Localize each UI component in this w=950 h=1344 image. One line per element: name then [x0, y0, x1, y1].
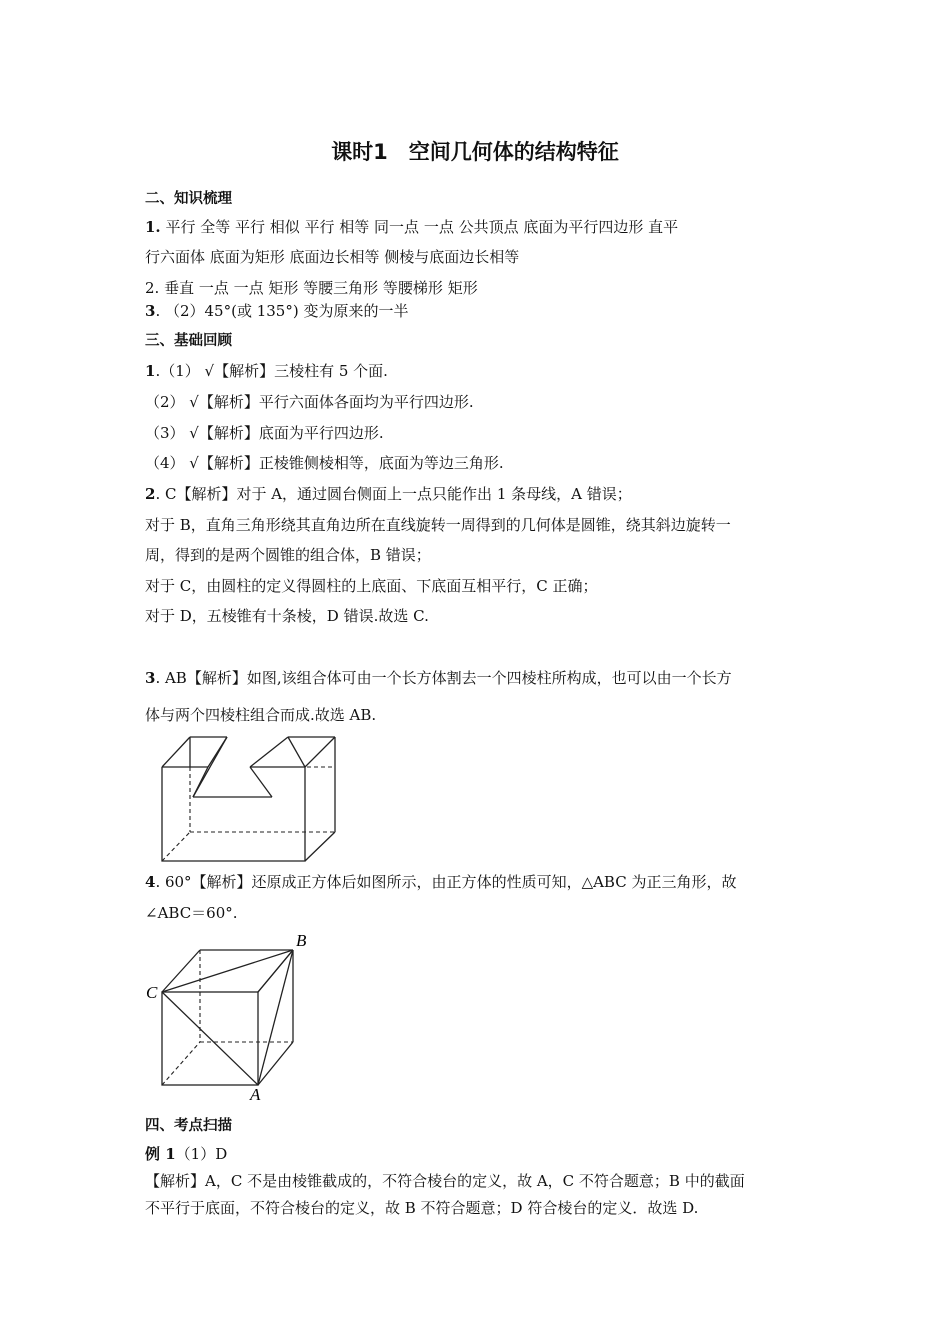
- vertex-label-a: A: [250, 1085, 261, 1104]
- knowledge-line-1-text: 平行 全等 平行 相似 平行 相等 同一点 一点 公共顶点 底面为平行四边形 直平: [160, 218, 679, 236]
- review-q4: [145, 873, 810, 891]
- knowledge-line-2: 2. 垂直 一点 一点 矩形 等腰三角形 等腰梯形 矩形: [145, 279, 478, 297]
- item-number: 3: [145, 669, 156, 687]
- example-label: 例 1: [145, 1145, 176, 1163]
- review-q1-text: .（1） √【解析】三棱柱有 5 个面.: [155, 362, 388, 380]
- review-q2: [145, 485, 810, 503]
- example-1-answer: [145, 1145, 810, 1163]
- review-q3-b: 体与两个四棱柱组合而成.故选 AB.: [145, 706, 377, 724]
- review-q4-text: . 60°【解析】还原成正方体后如图所示，由正方体的性质可知，△ABC 为正三角形，故: [155, 873, 737, 891]
- review-q4-b: ∠ABC＝60°.: [145, 904, 238, 922]
- section-heading-review: 三、基础回顾: [145, 333, 232, 349]
- page-title: 课时1 空间几何体的结构特征: [331, 140, 619, 164]
- knowledge-line-3-text: . （2）45°(或 135°) 变为原来的一半: [155, 302, 409, 320]
- review-q1: [145, 362, 810, 380]
- item-number: 4: [145, 873, 156, 891]
- section-heading-scan: 四、考点扫描: [145, 1118, 232, 1134]
- section-heading-knowledge: 二、知识梳理: [145, 191, 232, 207]
- example-1-analysis-b: 不平行于底面，不符合棱台的定义，故 B 不符合题意；D 符合棱台的定义．故选 D.: [145, 1199, 699, 1217]
- review-q1-3: （3） √【解析】底面为平行四边形.: [145, 424, 384, 442]
- review-q1-4: （4） √【解析】正棱锥侧棱相等，底面为等边三角形.: [145, 454, 504, 472]
- item-number: 1: [145, 362, 156, 380]
- review-q3-text: . AB【解析】如图,该组合体可由一个长方体割去一个四棱柱所构成，也可以由一个长方: [155, 669, 732, 687]
- figure-cube-triangle: [140, 930, 320, 1105]
- review-q1-2: （2） √【解析】平行六面体各面均为平行四边形.: [145, 393, 474, 411]
- example-1-analysis-a: 【解析】A，C 不是由棱锥截成的，不符合棱台的定义，故 A，C 不符合题意；B 中的截面: [145, 1172, 745, 1190]
- knowledge-line-1b: 行六面体 底面为矩形 底面边长相等 侧棱与底面边长相等: [145, 248, 520, 266]
- figure-composite-solid: [155, 730, 345, 865]
- item-number: 2: [145, 485, 156, 503]
- knowledge-line-1: [145, 218, 810, 236]
- review-q2-c: 对于 C，由圆柱的定义得圆柱的上底面、下底面互相平行，C 正确；: [145, 577, 598, 595]
- item-number: 1.: [145, 218, 161, 236]
- vertex-label-c: C: [146, 983, 158, 1002]
- knowledge-line-3: [145, 302, 810, 320]
- review-q2-d: 对于 D，五棱锥有十条棱，D 错误.故选 C.: [145, 607, 429, 625]
- review-q2-b2: 周，得到的是两个圆锥的组合体，B 错误；: [145, 546, 431, 564]
- item-number: 3: [145, 302, 156, 320]
- vertex-label-b: B: [296, 931, 307, 950]
- example-1-answer-text: （1）D: [175, 1145, 228, 1163]
- review-q2-text: . C【解析】对于 A，通过圆台侧面上一点只能作出 1 条母线，A 错误；: [155, 485, 632, 503]
- review-q3: [145, 669, 810, 687]
- review-q2-b1: 对于 B，直角三角形绕其直角边所在直线旋转一周得到的几何体是圆锥，绕其斜边旋转一: [145, 516, 731, 534]
